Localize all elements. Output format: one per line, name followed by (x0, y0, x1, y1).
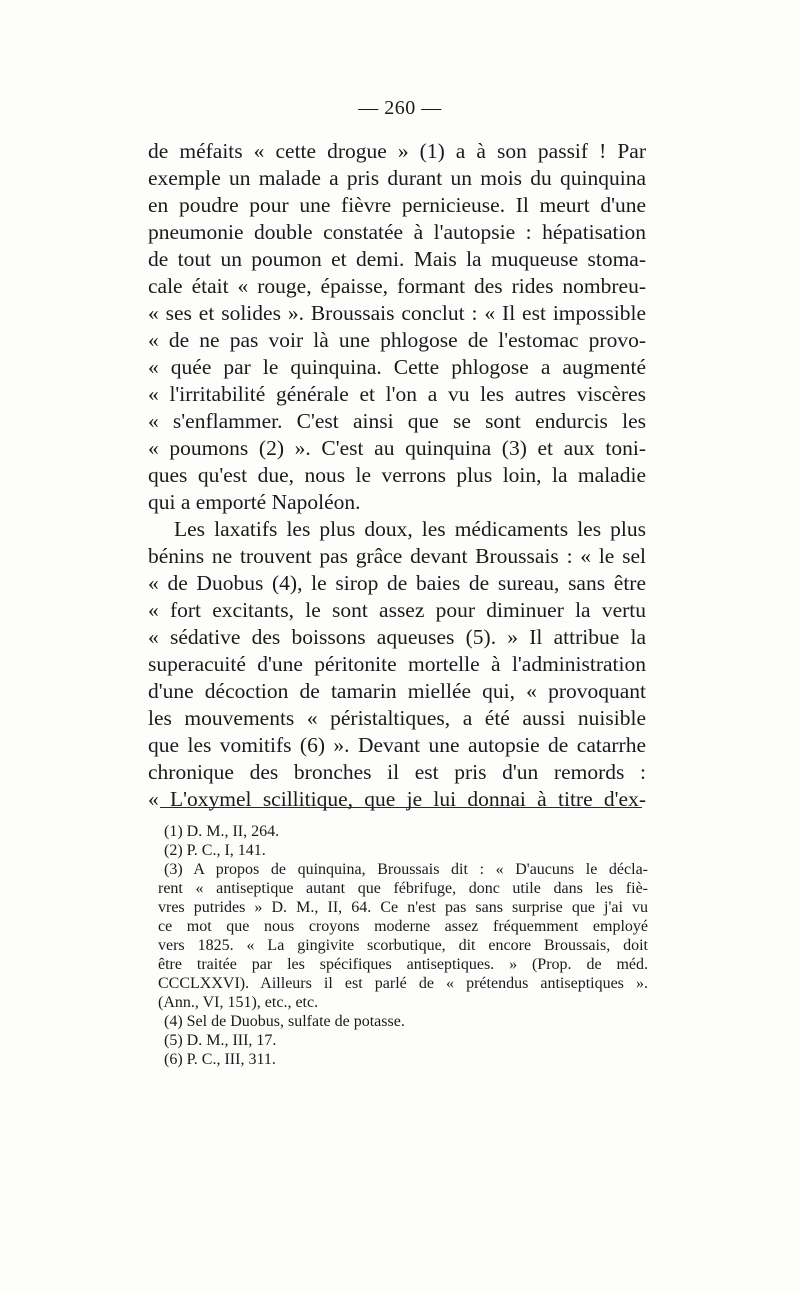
body-line: en poudre pour une fièvre pernicieuse. Il meurt d'une (148, 193, 646, 217)
footnote-line: être traitée par les spécifiques antiseptiques. » (Prop. de méd. (158, 956, 648, 973)
body-line: « quée par le quinquina. Cette phlogose a augmenté (148, 355, 646, 379)
footnote-line: (2) P. C., I, 141. (164, 842, 266, 859)
body-line: « l'irritabilité générale et l'on a vu les autres viscères (148, 382, 646, 406)
body-line: « ses et solides ». Broussais conclut : « Il est impossible (148, 301, 646, 325)
footnote-divider (160, 807, 642, 808)
body-line: superacuité d'une péritonite mortelle à l'administration (148, 652, 646, 676)
footnote-line: (3) A propos de quinquina, Broussais dit : « D'aucuns le décla- (164, 861, 648, 878)
footnote-line: (Ann., VI, 151), etc., etc. (158, 994, 319, 1011)
body-line: pneumonie double constatée à l'autopsie : hépatisation (148, 220, 646, 244)
footnote-line: (1) D. M., II, 264. (164, 823, 280, 840)
body-line: « sédative des boissons aqueuses (5). » Il attribue la (148, 625, 646, 649)
body-line: bénins ne trouvent pas grâce devant Broussais : « le sel (148, 544, 646, 568)
body-line: « de Duobus (4), le sirop de baies de sureau, sans être (148, 571, 646, 595)
footnote-line: rent « antiseptique autant que fébrifuge, donc utile dans les fiè- (158, 880, 648, 897)
footnote-line: CCCLXXVI). Ailleurs il est parlé de « prétendus antiseptiques ». (158, 975, 648, 992)
body-line: « s'enflammer. C'est ainsi que se sont endurcis les (148, 409, 646, 433)
body-line: cale était « rouge, épaisse, formant des rides nombreu- (148, 274, 646, 298)
body-line: d'une décoction de tamarin miellée qui, « provoquant (148, 679, 646, 703)
footnotes (158, 822, 648, 1069)
body-line: les mouvements « péristaltiques, a été aussi nuisible (148, 706, 646, 730)
body-line: « de ne pas voir là une phlogose de l'estomac provo- (148, 328, 646, 352)
body-text (148, 138, 646, 813)
body-line: exemple un malade a pris durant un mois du quinquina (148, 166, 646, 190)
body-line: chronique des bronches il est pris d'un remords : (148, 760, 646, 784)
footnote-line: (6) P. C., III, 311. (164, 1051, 276, 1068)
footnote-line: (4) Sel de Duobus, sulfate de potasse. (164, 1013, 405, 1030)
footnote-line: vers 1825. « La gingivite scorbutique, dit encore Broussais, doit (158, 937, 648, 954)
footnote-line: vres putrides » D. M., II, 64. Ce n'est pas sans surprise que j'ai vu (158, 899, 648, 916)
body-line: qui a emporté Napoléon. (148, 490, 361, 514)
body-line: « fort excitants, le sont assez pour diminuer la vertu (148, 598, 646, 622)
body-line: ques qu'est due, nous le verrons plus loin, la maladie (148, 463, 646, 487)
footnote-line: (5) D. M., III, 17. (164, 1032, 277, 1049)
body-line: de méfaits « cette drogue » (1) a à son passif ! Par (148, 139, 646, 163)
body-line: « poumons (2) ». C'est au quinquina (3) et aux toni- (148, 436, 646, 460)
body-line: que les vomitifs (6) ». Devant une autopsie de catarrhe (148, 733, 646, 757)
footnote-line: ce mot que nous croyons moderne assez fréquemment employé (158, 918, 648, 935)
body-line: Les laxatifs les plus doux, les médicaments les plus (174, 517, 646, 541)
body-line: de tout un poumon et demi. Mais la muqueuse stoma- (148, 247, 646, 271)
page-number: — 260 — (358, 97, 442, 119)
body-line: « L'oxymel scillitique, que je lui donnai à titre d'ex- (148, 787, 646, 811)
